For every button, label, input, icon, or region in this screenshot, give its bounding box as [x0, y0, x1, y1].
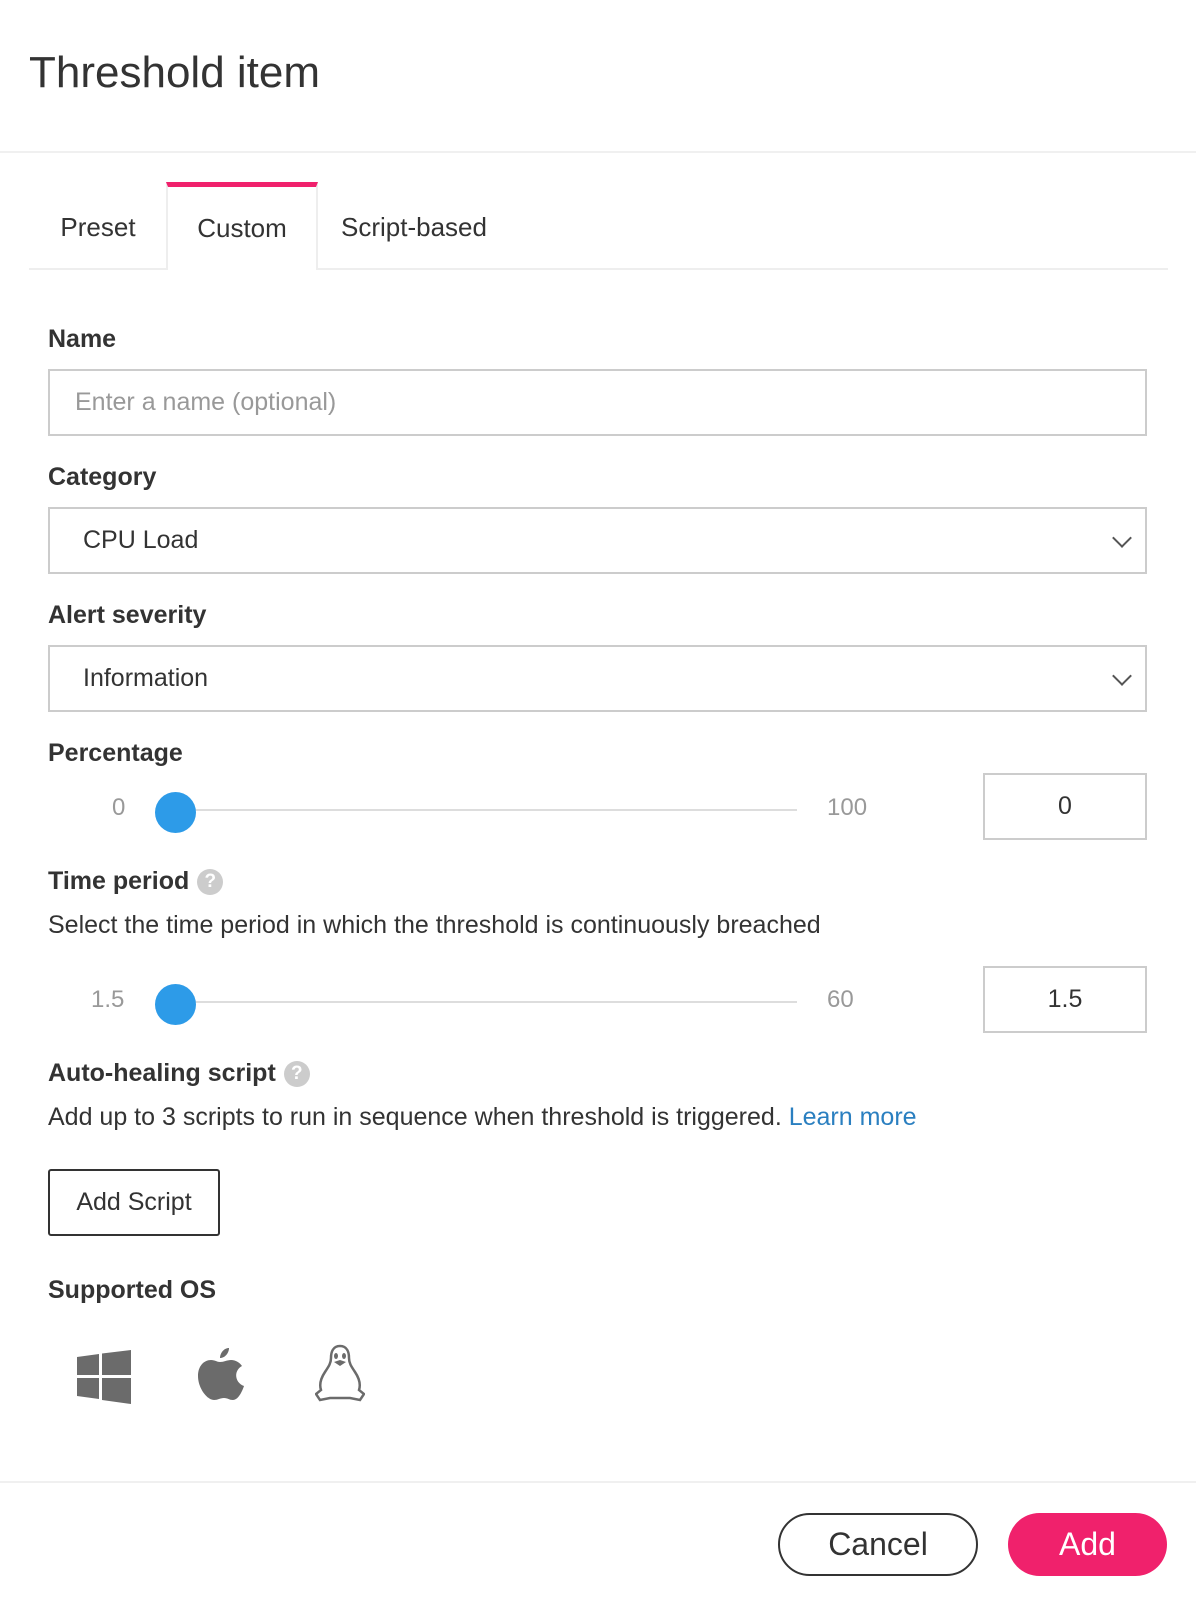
time-period-slider-thumb[interactable] — [155, 984, 196, 1025]
category-value: CPU Load — [83, 526, 199, 554]
category-select[interactable] — [48, 507, 1147, 574]
tab-bar — [29, 184, 1168, 270]
percentage-max: 100 — [827, 794, 868, 821]
add-script-button[interactable]: Add Script — [48, 1169, 220, 1236]
chevron-down-icon — [1112, 666, 1132, 686]
tab-custom[interactable]: Custom — [166, 182, 318, 270]
percentage-slider-thumb[interactable] — [155, 792, 196, 833]
percentage-min: 0 — [112, 794, 126, 821]
tab-script-based[interactable]: Script-based — [341, 211, 487, 242]
auto-healing-label — [48, 1059, 310, 1088]
learn-more-link[interactable]: Learn more — [788, 1103, 917, 1131]
time-period-input[interactable]: 1.5 — [983, 966, 1147, 1033]
time-period-max: 60 — [827, 986, 854, 1013]
time-period-min: 1.5 — [91, 986, 125, 1013]
name-field[interactable] — [48, 369, 1147, 436]
cancel-button[interactable]: Cancel — [778, 1513, 978, 1576]
apple-icon — [198, 1346, 244, 1402]
footer-divider — [0, 1481, 1196, 1483]
percentage-slider-track[interactable] — [175, 809, 797, 811]
tab-preset[interactable]: Preset — [60, 211, 136, 242]
percentage-label: Percentage — [48, 739, 183, 767]
percentage-input[interactable]: 0 — [983, 773, 1147, 840]
divider — [0, 151, 1196, 153]
time-period-slider-track[interactable] — [175, 1001, 797, 1003]
add-button[interactable]: Add — [1008, 1513, 1167, 1576]
chevron-down-icon — [1112, 528, 1132, 548]
help-icon[interactable]: ? — [284, 1061, 310, 1087]
time-period-text: Time period — [48, 867, 190, 895]
help-icon[interactable]: ? — [197, 869, 223, 895]
dialog-title: Threshold item — [29, 48, 321, 97]
category-label: Category — [48, 463, 157, 491]
time-period-label — [48, 867, 223, 896]
windows-icon — [77, 1350, 131, 1404]
severity-select[interactable] — [48, 645, 1147, 712]
name-label: Name — [48, 325, 117, 353]
supported-os-label: Supported OS — [48, 1276, 217, 1304]
linux-icon — [315, 1344, 365, 1404]
severity-label: Alert severity — [48, 601, 207, 629]
auto-healing-description — [48, 1103, 917, 1132]
severity-value: Information — [83, 664, 209, 692]
auto-healing-text: Auto-healing script — [48, 1059, 276, 1087]
time-period-description: Select the time period in which the threshold is continuously breached — [48, 911, 821, 939]
name-input[interactable] — [75, 388, 1145, 417]
auto-healing-desc-text: Add up to 3 scripts to run in sequence when threshold is triggered. — [48, 1103, 782, 1131]
